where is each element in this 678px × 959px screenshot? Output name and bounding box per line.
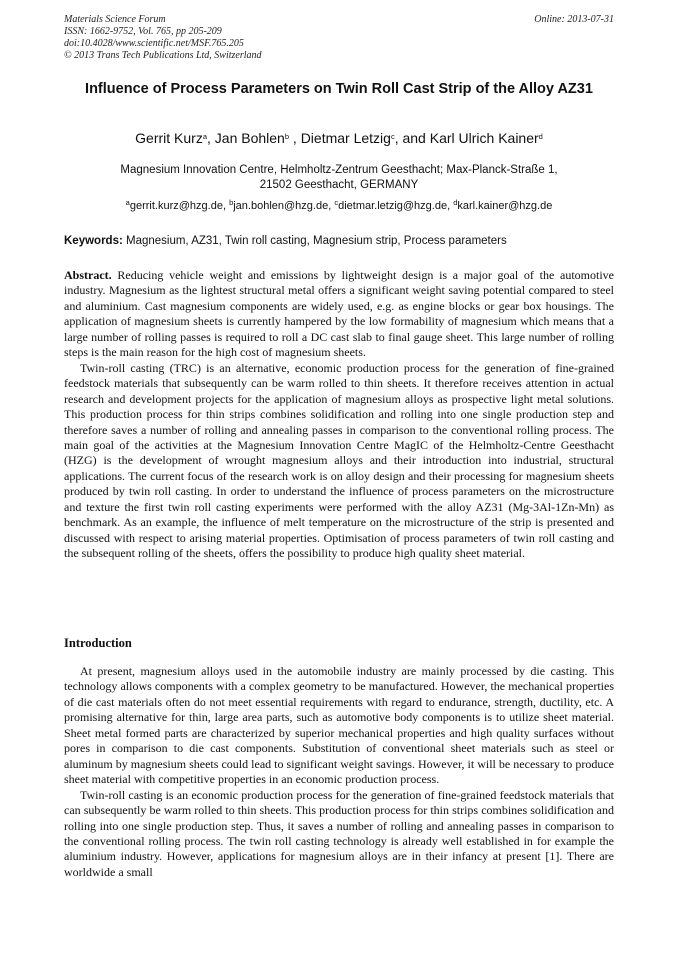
author-name: Gerrit Kurz <box>135 130 203 146</box>
email-marker: a <box>125 198 130 207</box>
email-separator: , <box>222 200 230 212</box>
author-marker: a <box>202 132 207 141</box>
email-marker: d <box>453 198 458 207</box>
email-separator: , <box>447 200 454 212</box>
intro-paragraph: Twin-roll casting is an economic production process for the generation of fine-grained feedstock materials that can subsequently be warm rolled to thin sheets. This production process for thin strips combines solidification and rolling into one single production step. Thus, it saves a number of rolling and annealing passes in comparison to the conventional rolling process. The twin roll casting technology is already well established in for example the aluminium industry. However, applications for magnesium alloys are in their infancy at present [1]. There are worldwide a small <box>64 787 614 879</box>
intro-paragraph: At present, magnesium alloys used in the automobile industry are mainly processed by die casting. This technology allows components with a complex geometry to be manufactured. However, the mechanical properties of die cast materials often do not meet essential requirements with regard to endurance, strength, ductility, etc. A promising alternative for thin, large area parts, such as automotive body components is to utilize sheet material. Sheet metal formed parts are characterized by superior mechanical properties and high quality surfaces without pores in comparison to die cast components. Substitution of conventional sheet materials such as steel or aluminum by magnesium sheets could lead to significant weight savings. However, it will be necessary to produce sheet material with competitive properties in an economic production process. <box>64 664 614 787</box>
abstract-paragraph <box>64 268 614 361</box>
email-marker: b <box>229 198 234 207</box>
author-separator: , <box>289 130 301 146</box>
email-list <box>64 199 614 213</box>
email-marker: c <box>334 198 339 207</box>
abstract-text: Reducing vehicle weight and emissions by lightweight design is a major goal of the automotive industry. Magnesium as the lightest structural metal offers a significant weight saving potential compared to steel and aluminium. Cast magnesium components are widely used, e.g. as engine blocks or gear box housings. The application of magnesium sheets is currently hampered by the low formability of magnesium which means that a large number of rolling passes is required to roll a DC cast slab to final gauge sheet. This large number of rolling steps is the main reason for the high cost of magnesium sheets. <box>64 268 614 360</box>
journal-header <box>64 14 404 62</box>
keywords-text: Magnesium, AZ31, Twin roll casting, Magnesium strip, Process parameters <box>122 235 507 247</box>
online-date: Online: 2013-07-31 <box>534 14 614 25</box>
author-name: Jan Bohlen <box>214 130 285 146</box>
affiliation <box>64 163 614 193</box>
abstract-label: Abstract. <box>64 268 112 282</box>
email-address: gerrit.kurz@hzg.de <box>129 200 223 212</box>
author-separator: , <box>207 130 215 146</box>
author-separator: , and <box>394 130 430 146</box>
email-address: karl.kainer@hzg.de <box>457 200 553 212</box>
section-heading: Introduction <box>64 636 132 650</box>
author-marker: c <box>390 132 395 141</box>
email-separator: , <box>328 200 335 212</box>
email-address: dietmar.letzig@hzg.de <box>338 200 448 212</box>
author-marker: b <box>284 132 290 141</box>
abstract-paragraph: Twin-roll casting (TRC) is an alternative, economic production process for the generation of fine-grained feedstock materials that subsequently can be warm rolled to thin sheets. It therefore receives attention in actual research and development projects for the application of magnesium alloys as prospective light metal solutions. This production process for thin strips combines solidification and rolling into one single production step and therefore saves a number of rolling and annealing passes in comparison to the conventional rolling process. The main goal of the activities at the Magnesium Innovation Centre MagIC of the Helmholtz-Centre Geesthacht (HZG) is the development of wrought magnesium alloys and their introduction into industrial, structural applications. The current focus of the research work is on alloy design and their processing for magnesium sheets produced by twin roll casting. In order to understand the influence of process parameters on the microstructure and texture the first twin roll casting experiments were performed with the alloy AZ31 (Mg-3Al-1Zn-Mn) as benchmark. As an example, the influence of melt temperature on the microstructure of the strip is presented and discussed with respect to arising material properties. Optimisation of process parameters of twin roll casting and the subsequent rolling of the sheets, offers the possibility to produce high quality sheet material. <box>64 360 614 561</box>
introduction-body <box>64 664 614 880</box>
affiliation-line: Magnesium Innovation Centre, Helmholtz-Zentrum Geesthacht; Max-Planck-Straße 1, <box>120 164 558 176</box>
doi-line: doi:10.4028/www.scientific.net/MSF.765.205 <box>64 38 244 49</box>
abstract <box>64 268 614 562</box>
keywords-label: Keywords: <box>64 235 123 247</box>
author-list <box>64 130 614 146</box>
issn-line: ISSN: 1662-9752, Vol. 765, pp 205-209 <box>64 26 222 37</box>
journal-name: Materials Science Forum <box>64 14 166 25</box>
paper-title: Influence of Process Parameters on Twin Roll Cast Strip of the Alloy AZ31 <box>85 81 593 97</box>
affiliation-line: 21502 Geesthacht, GERMANY <box>259 179 419 191</box>
author-name: Karl Ulrich Kainer <box>429 130 539 146</box>
keywords <box>64 234 614 248</box>
author-name: Dietmar Letzig <box>300 130 391 146</box>
copyright-line: © 2013 Trans Tech Publications Ltd, Switzerland <box>64 50 262 61</box>
author-marker: d <box>538 132 543 141</box>
email-address: jan.bohlen@hzg.de <box>233 200 329 212</box>
